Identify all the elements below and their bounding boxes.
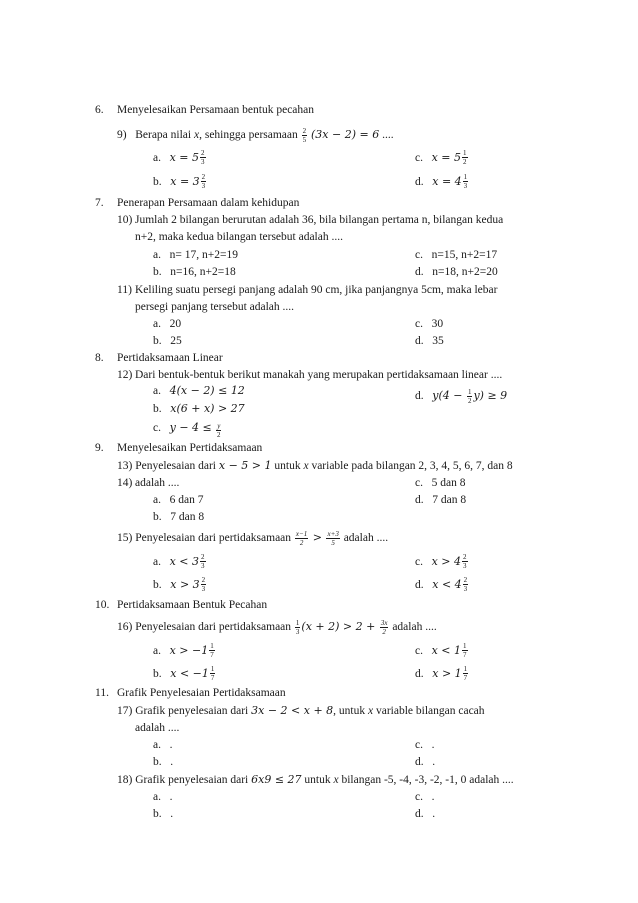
option-d[interactable] xyxy=(415,173,469,190)
fraction: $\frac{2}{3}$ xyxy=(463,553,467,570)
variable: x xyxy=(193,129,200,142)
fraction: $\frac{3x}{2}$ xyxy=(380,619,388,636)
option-letter: a. xyxy=(153,152,161,164)
option-d[interactable]: d. 35 xyxy=(415,335,444,347)
option-b[interactable]: b. . xyxy=(153,756,174,768)
option-b[interactable]: b. x(6 + x) > 27 xyxy=(153,402,245,415)
fraction: $\frac{2}{3}$ xyxy=(201,553,205,570)
section-title: Menyelesaikan Persamaan bentuk pecahan xyxy=(117,104,315,116)
question-text: adalah .... xyxy=(135,722,180,734)
question-16: 16) Penyelesaian dari pertidaksamaan $\frac{1}{3}$ (x + 2) > 2 + $\frac{3x}{2}$ adalah .... xyxy=(117,619,437,636)
question-text: Jumlah 2 bilangan berurutan adalah 36, bila bilangan pertama n, bilangan kedua xyxy=(135,214,504,226)
question-tail: .... xyxy=(379,129,394,142)
option-a[interactable]: a. . xyxy=(153,739,173,751)
question-17: 17) Grafik penyelesaian dari 3x − 2 < x + 8, untuk x variable bilangan cacah xyxy=(117,704,485,717)
option-b[interactable]: b. 25 xyxy=(153,335,182,347)
fraction: $\frac{x-1}{2}$ xyxy=(295,530,308,547)
question-18: 18) Grafik penyelesaian dari 6x9 ≤ 27 untuk x bilangan -5, -4, -3, -2, -1, 0 adalah .... xyxy=(117,773,514,786)
fraction: $\frac{y}{2}$ xyxy=(217,422,221,439)
option-d[interactable]: d. . xyxy=(415,808,436,820)
option-d[interactable]: d. y(4 − $\frac{1}{2}$ y) ≥ 9 xyxy=(415,388,508,405)
fraction: $\frac{1}{7}$ xyxy=(210,642,214,659)
option-b[interactable]: b. x < −1 $\frac{1}{7}$ xyxy=(153,665,215,682)
section-title: Pertidaksamaan Bentuk Pecahan xyxy=(117,599,268,611)
section-number: 10. xyxy=(95,599,110,611)
fraction: $\frac{2}{5}$ xyxy=(302,127,307,144)
section-number: 11. xyxy=(95,687,109,699)
fraction: $\frac{1}{7}$ xyxy=(463,665,468,682)
option-expression: x = 4 xyxy=(432,175,462,188)
section-number: 6. xyxy=(95,104,104,116)
option-a[interactable]: a. 6 dan 7 xyxy=(153,494,204,506)
option-a[interactable]: a. 20 xyxy=(153,318,182,330)
question-text: , sehingga persamaan xyxy=(199,129,298,142)
option-a[interactable]: a. 4(x − 2) ≤ 12 xyxy=(153,384,245,397)
option-d[interactable]: d. x > 1 $\frac{1}{7}$ xyxy=(415,665,468,682)
question-text: n+2, maka kedua bilangan tersebut adalah .... xyxy=(135,231,343,243)
option-b[interactable]: b. n=16, n+2=18 xyxy=(153,266,236,278)
question-text: Keliling suatu persegi panjang adalah 90 cm, jika panjangnya 5cm, maka lebar xyxy=(135,284,498,296)
option-b[interactable]: b. . xyxy=(153,808,174,820)
question-text: Dari bentuk-bentuk berikut manakah yang merupakan pertidaksamaan linear .... xyxy=(135,369,503,381)
option-c[interactable]: c. x < 1 $\frac{1}{7}$ xyxy=(415,642,467,659)
option-c[interactable]: c. . xyxy=(415,739,435,751)
option-expression: x = 5 xyxy=(431,151,462,164)
equation: (3x − 2) = 6 xyxy=(311,128,380,142)
option-a[interactable]: a. x < 3 $\frac{2}{3}$ xyxy=(153,553,205,570)
option-c[interactable] xyxy=(415,149,469,166)
fraction: $\frac{1}{7}$ xyxy=(210,665,215,682)
question-number: 9) xyxy=(117,129,127,142)
option-b[interactable] xyxy=(153,173,207,190)
option-expression: x = 3 xyxy=(170,175,200,188)
question-number: 10) xyxy=(117,214,133,226)
option-c[interactable]: c. y − 4 ≤ $\frac{y}{2}$ xyxy=(153,421,221,439)
option-c[interactable]: c. n=15, n+2=17 xyxy=(415,249,498,261)
fraction: $\frac{x+3}{5}$ xyxy=(327,530,339,547)
fraction: $\frac{1}{2}$ xyxy=(467,388,472,405)
fraction: $\frac{1}{7}$ xyxy=(463,642,467,659)
section-title: Penerapan Persamaan dalam kehidupan xyxy=(117,197,300,209)
fraction: $\frac{2}{3}$ xyxy=(201,173,206,190)
question-text: adalah .... xyxy=(135,477,180,489)
section-number: 8. xyxy=(95,352,104,364)
section-title: Grafik Penyelesaian Pertidaksamaan xyxy=(117,687,286,699)
fraction: $\frac{2}{3}$ xyxy=(201,149,205,166)
option-a[interactable] xyxy=(153,149,207,166)
fraction: $\frac{1}{2}$ xyxy=(463,149,467,166)
question-13: 13) Penyelesaian dari x − 5 > 1 untuk x variable pada bilangan 2, 3, 4, 5, 6, 7, dan 8 xyxy=(117,459,513,472)
fraction: $\frac{1}{3}$ xyxy=(295,619,300,636)
section-number: 7. xyxy=(95,197,104,209)
option-a[interactable]: a. n= 17, n+2=19 xyxy=(153,249,238,261)
option-expression: x = 5 xyxy=(169,151,200,164)
option-letter: d. xyxy=(415,176,424,188)
option-c[interactable]: c. x > 4 $\frac{2}{3}$ xyxy=(415,553,467,570)
option-d[interactable]: d. . xyxy=(415,756,436,768)
question-number: 11) xyxy=(117,284,132,296)
question-text: persegi panjang tersebut adalah .... xyxy=(135,301,295,313)
option-letter: c. xyxy=(415,152,423,164)
option-c[interactable]: c. 5 dan 8 xyxy=(415,477,466,489)
question-9 xyxy=(117,127,394,144)
option-a[interactable]: a. . xyxy=(153,791,173,803)
option-d[interactable]: d. n=18, n+2=20 xyxy=(415,266,498,278)
section-number: 9. xyxy=(95,442,104,454)
option-d[interactable]: d. 7 dan 8 xyxy=(415,494,467,506)
question-number: 12) xyxy=(117,369,133,381)
option-d[interactable]: d. x < 4 $\frac{2}{3}$ xyxy=(415,576,468,593)
question-15: 15) Penyelesaian dari pertidaksamaan $\frac{x-1}{2}$ > $\frac{x+3}{5}$ adalah .... xyxy=(117,530,389,547)
option-a[interactable]: a. x > −1 $\frac{1}{7}$ xyxy=(153,642,214,659)
question-text: Berapa nilai xyxy=(135,129,194,142)
fraction: $\frac{1}{3}$ xyxy=(463,173,468,190)
option-c[interactable]: c. . xyxy=(415,791,435,803)
option-c[interactable]: c. 30 xyxy=(415,318,444,330)
section-title: Pertidaksamaan Linear xyxy=(117,352,223,364)
question-number: 14) xyxy=(117,477,133,489)
option-b[interactable]: b. 7 dan 8 xyxy=(153,511,205,523)
fraction: $\frac{2}{3}$ xyxy=(201,576,206,593)
option-letter: b. xyxy=(153,176,162,188)
section-title: Menyelesaikan Pertidaksamaan xyxy=(117,442,263,454)
fraction: $\frac{2}{3}$ xyxy=(463,576,468,593)
option-b[interactable]: b. x > 3 $\frac{2}{3}$ xyxy=(153,576,206,593)
